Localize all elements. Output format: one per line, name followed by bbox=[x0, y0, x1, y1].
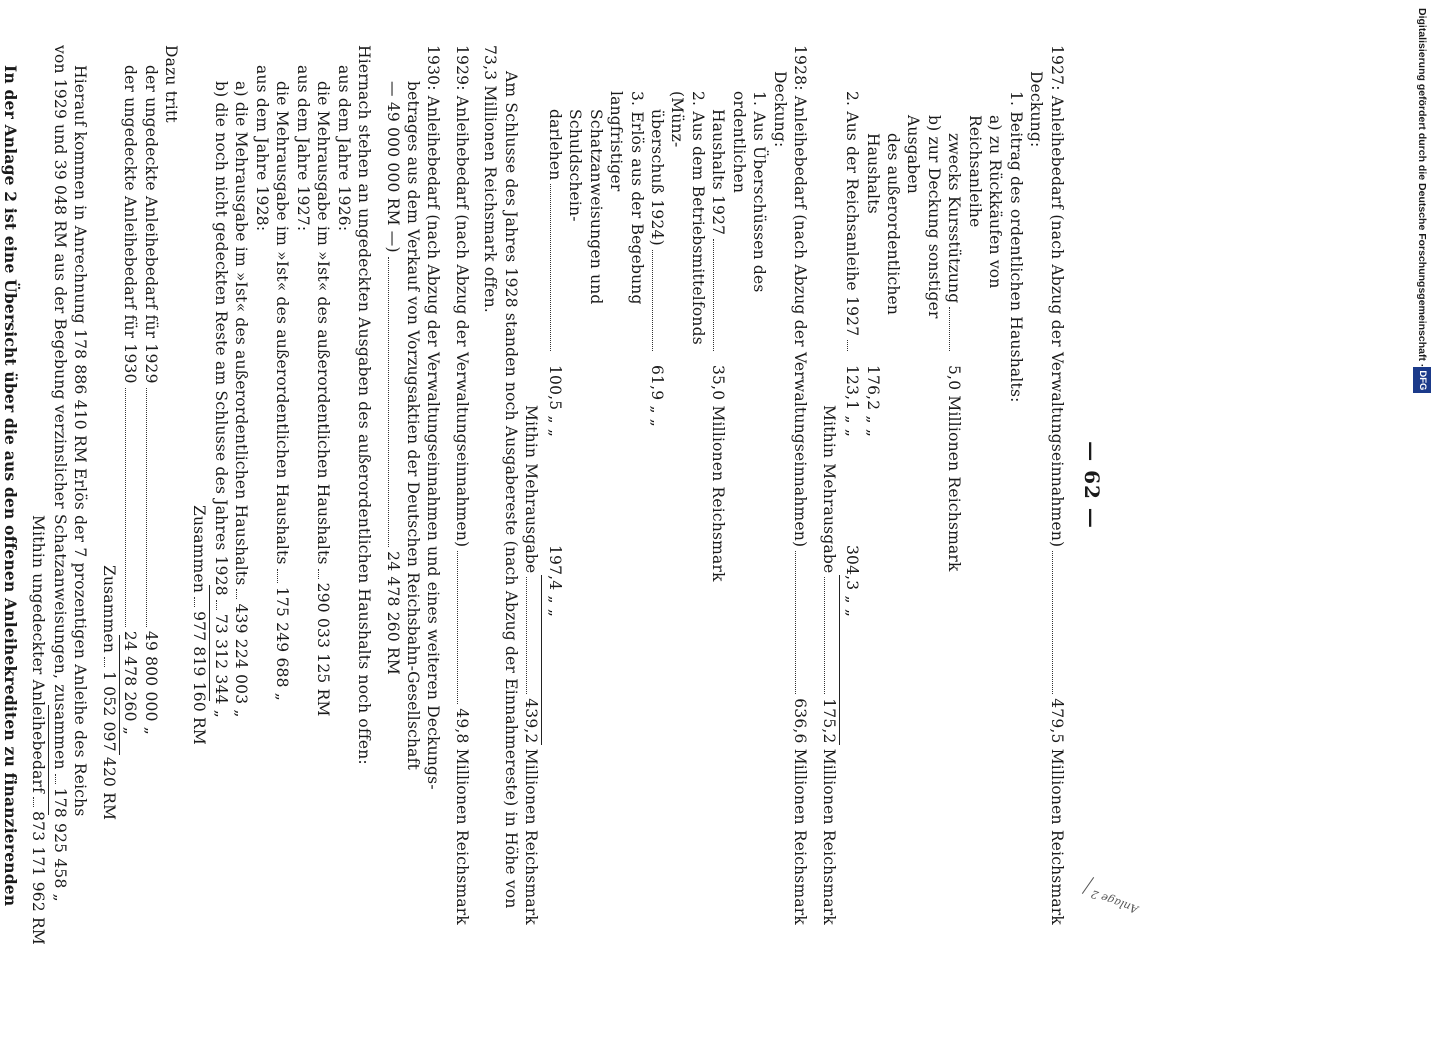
hier-intro: Hiernach stehen an ungedeckten Ausgaben des außerordentlichen Haushalts noch offen: bbox=[355, 45, 374, 765]
dazu-1930-label: der ungedeckte Anleihebedarf für 1930 bbox=[121, 65, 140, 384]
mehr-1928-label: Mithin Mehrausgabe bbox=[522, 405, 541, 574]
dfg-logo: DFG bbox=[1413, 367, 1431, 393]
leader-dots bbox=[795, 551, 796, 694]
rule-1927 bbox=[839, 575, 840, 745]
item-1927-1a bbox=[944, 45, 1005, 925]
hier-1927-row bbox=[272, 45, 292, 701]
line-1929-value: 49,8 Millionen Reichsmark bbox=[452, 708, 471, 925]
sum-1927: 304,3 „ „ bbox=[843, 545, 862, 618]
hier-1927-value: 175 249 688 „ bbox=[273, 586, 292, 701]
deckung-1928-heading: Deckung: bbox=[770, 71, 789, 148]
mehr-1927-value: 175,2 Millionen Reichsmark bbox=[819, 698, 838, 925]
leader-dots bbox=[194, 597, 195, 607]
item-1927-1b-value: 176,2 „ „ bbox=[863, 365, 882, 438]
line-1927-value: 479,5 Millionen Reichsmark bbox=[1047, 698, 1066, 925]
leader-dots bbox=[318, 569, 319, 579]
hier-1928a-label: a) die Mehrausgabe im »Ist« des außerordentlichen Haushalts bbox=[232, 81, 251, 586]
dazu-1930-value: 24 478 260 „ bbox=[121, 630, 140, 735]
leader-dots bbox=[949, 307, 950, 351]
hier-1927-label: die Mehrausgabe im »Ist« des außerordentlichen Haushalts bbox=[273, 81, 292, 565]
item-1927-2-value: 123,1 „ „ bbox=[843, 365, 862, 438]
item-1928-2-line1: 2. Aus dem Betriebsmittelfonds (Münz- bbox=[668, 91, 707, 345]
line-1928-label: 1928: Anleihebedarf (nach Abzug der Verwaltungseinnahmen) bbox=[791, 45, 810, 548]
hier-zus-row bbox=[189, 45, 209, 745]
hierauf-mithin-label: Mithin ungedeckter Anleihebedarf bbox=[29, 515, 48, 794]
line-1929-label: 1929: Anleihebedarf (nach Abzug der Verwaltungseinnahmen) bbox=[452, 45, 471, 548]
hierauf-line2-row bbox=[49, 45, 69, 902]
item-1928-3-value: 100,5 „ „ bbox=[545, 365, 564, 438]
line-1929 bbox=[451, 45, 471, 925]
item-1928-3 bbox=[544, 45, 646, 925]
mehr-1928-value: 439,2 Millionen Reichsmark bbox=[522, 698, 541, 925]
line-1928-value: 636,6 Millionen Reichsmark bbox=[791, 698, 810, 925]
line-1930-value: 24 478 260 RM bbox=[383, 551, 402, 675]
item-1928-3-line2: Schatzanweisungen und Schuldschein- bbox=[566, 109, 605, 305]
hier-1928a-row bbox=[231, 45, 251, 718]
hierauf-value: 178 925 458 „ bbox=[50, 787, 69, 902]
leader-dots bbox=[652, 250, 653, 351]
mehr-1927 bbox=[818, 45, 838, 925]
hier-1928b-value: 73 312 344 „ bbox=[211, 613, 230, 718]
hierauf-line2: von 1929 und 39 048 RM aus der Begebung verzinslicher Schatzanweisungen, zusammen bbox=[50, 45, 69, 770]
handwritten-annotation: Anlage 2 bbox=[1089, 886, 1140, 917]
leader-dots bbox=[526, 577, 527, 694]
leader-dots bbox=[146, 388, 147, 627]
hier-1928-heading: aus dem Jahre 1928: bbox=[252, 65, 271, 232]
dazu-1929-label: der ungedeckte Anleihebedarf für 1929 bbox=[141, 65, 160, 384]
hier-1927-heading: aus dem Jahre 1927: bbox=[293, 65, 312, 232]
item-1927-1: 1. Beitrag des ordentlichen Haushalts: bbox=[1006, 91, 1025, 403]
line-1930-l2: betrages aus dem Verkauf von Vorzugsaktien der Deutschen Reichsbahn-Gesellschaft bbox=[404, 81, 423, 770]
leader-dots bbox=[457, 551, 458, 704]
item-1927-2-label: 2. Aus der Reichsanleihe 1927 bbox=[843, 91, 862, 337]
hierauf-mithin-value: 873 171 962 RM bbox=[29, 811, 48, 945]
item-1928-2-line2: überschuß 1924) bbox=[648, 109, 666, 246]
hier-zus-value: 977 819 160 RM bbox=[190, 611, 209, 745]
line-1928 bbox=[790, 45, 810, 925]
leader-dots bbox=[125, 388, 126, 627]
item-1927-1b bbox=[862, 45, 944, 925]
hier-1926-heading: aus dem Jahre 1926: bbox=[334, 65, 353, 232]
para-1928-reste: Am Schlusse des Jahres 1928 standen noch Ausgabereste (nach Abzug der Einnahmereste) in Höhe von 73,3 Millionen Reichsmark offen. bbox=[481, 45, 520, 909]
leader-dots bbox=[104, 657, 105, 667]
item-1928-3-line3: darlehen bbox=[545, 109, 564, 181]
line-1927-label: 1927: Anleihebedarf (nach Abzug der Verwaltungseinnahmen) bbox=[1047, 45, 1066, 548]
hier-1928b-row bbox=[210, 45, 230, 718]
mehr-1928 bbox=[521, 45, 541, 925]
item-1927-1b-line2: des außerordentlichen Haushalts bbox=[863, 133, 902, 316]
page-number: — 62 — bbox=[1080, 441, 1104, 529]
item-1928-1-line2: Haushalts 1927 bbox=[709, 109, 728, 236]
line-1930-l1: 1930: Anleihebedarf (nach Abzug der Verwaltungseinnahmen und eines weiteren Deckungs- bbox=[424, 45, 443, 790]
item-1927-1a-value: 5,0 Millionen Reichsmark bbox=[945, 365, 964, 572]
leader-dots bbox=[550, 184, 551, 351]
item-1928-2-value: 61,9 „ „ bbox=[648, 365, 666, 428]
item-1928-1-line1: 1. Aus Überschüssen des ordentlichen bbox=[729, 91, 769, 293]
anlage-paragraph: In der Anlage 2 ist eine Übersicht über die aus den offenen Anleihekrediten zu finanzierenden bbox=[0, 65, 20, 907]
hierauf-mithin-row bbox=[28, 45, 48, 945]
item-1927-1a-line1: a) zu Rückkäufen von Reichsanleihe bbox=[965, 115, 1005, 289]
dazu-intro: Dazu tritt bbox=[162, 45, 181, 123]
leader-dots bbox=[847, 340, 848, 351]
sum-1928: 197,4 „ „ bbox=[545, 545, 564, 618]
hier-zus-label: Zusammen bbox=[190, 505, 209, 594]
mehr-1927-label: Mithin Mehrausgabe bbox=[819, 405, 838, 574]
item-1928-2 bbox=[647, 45, 708, 925]
item-1927-2 bbox=[842, 45, 862, 925]
hier-1926-label: die Mehrausgabe im »Ist« des außerordentlichen Haushalts bbox=[314, 81, 333, 565]
item-1928-1-value: 35,0 Millionen Reichsmark bbox=[709, 365, 728, 582]
leader-dots bbox=[236, 589, 237, 599]
hier-1928b-label: b) die noch nicht gedeckten Reste am Schlusse des Jahres 1928 bbox=[211, 81, 230, 596]
hier-1928a-value: 439 224 003 „ bbox=[232, 603, 251, 718]
leader-dots bbox=[55, 774, 56, 784]
deckung-1927-heading: Deckung: bbox=[1027, 71, 1046, 148]
item-1928-1 bbox=[708, 45, 769, 925]
dazu-1930-row bbox=[120, 45, 140, 735]
hier-1926-value: 290 033 125 RM bbox=[314, 582, 333, 717]
item-1927-1b-line1: b) zur Deckung sonstiger Ausgaben bbox=[904, 115, 943, 319]
line-1930-l3: — 49 000 000 RM —) bbox=[383, 81, 402, 253]
line-1930-l3-row bbox=[382, 45, 402, 925]
item-1928-3-line1: 3. Erlös aus der Begebung langfristiger bbox=[607, 91, 646, 305]
leader-dots bbox=[388, 257, 389, 547]
item-1927-1a-line2: zwecks Kursstützung bbox=[945, 133, 964, 304]
leader-dots bbox=[33, 797, 34, 807]
credit-text: Digitalisierung gefördert durch die Deutsche Forschungsgemeinschaft · bbox=[1416, 8, 1428, 368]
leader-dots bbox=[1052, 551, 1053, 694]
hierauf-line1: Hierauf kommen in Anrechnung 178 886 410 RM Erlös der 7 prozentigen Anleihe des Reichs bbox=[71, 65, 90, 817]
dazu-zus-label: Zusammen bbox=[99, 565, 118, 654]
leader-dots bbox=[216, 600, 217, 610]
dazu-zus-value: 1 052 097 420 RM bbox=[99, 671, 118, 821]
document-page bbox=[0, 45, 1105, 945]
leader-dots bbox=[713, 239, 714, 351]
dazu-1929-value: 49 800 000 „ bbox=[141, 630, 160, 735]
digitization-credit bbox=[1413, 8, 1431, 400]
dazu-zus-row bbox=[98, 45, 118, 821]
rule-1928 bbox=[541, 575, 542, 745]
dazu-1929-row bbox=[140, 45, 160, 735]
line-1927 bbox=[1046, 45, 1066, 925]
hier-1926-row bbox=[313, 45, 333, 717]
leader-dots bbox=[277, 569, 278, 583]
leader-dots bbox=[824, 577, 825, 694]
